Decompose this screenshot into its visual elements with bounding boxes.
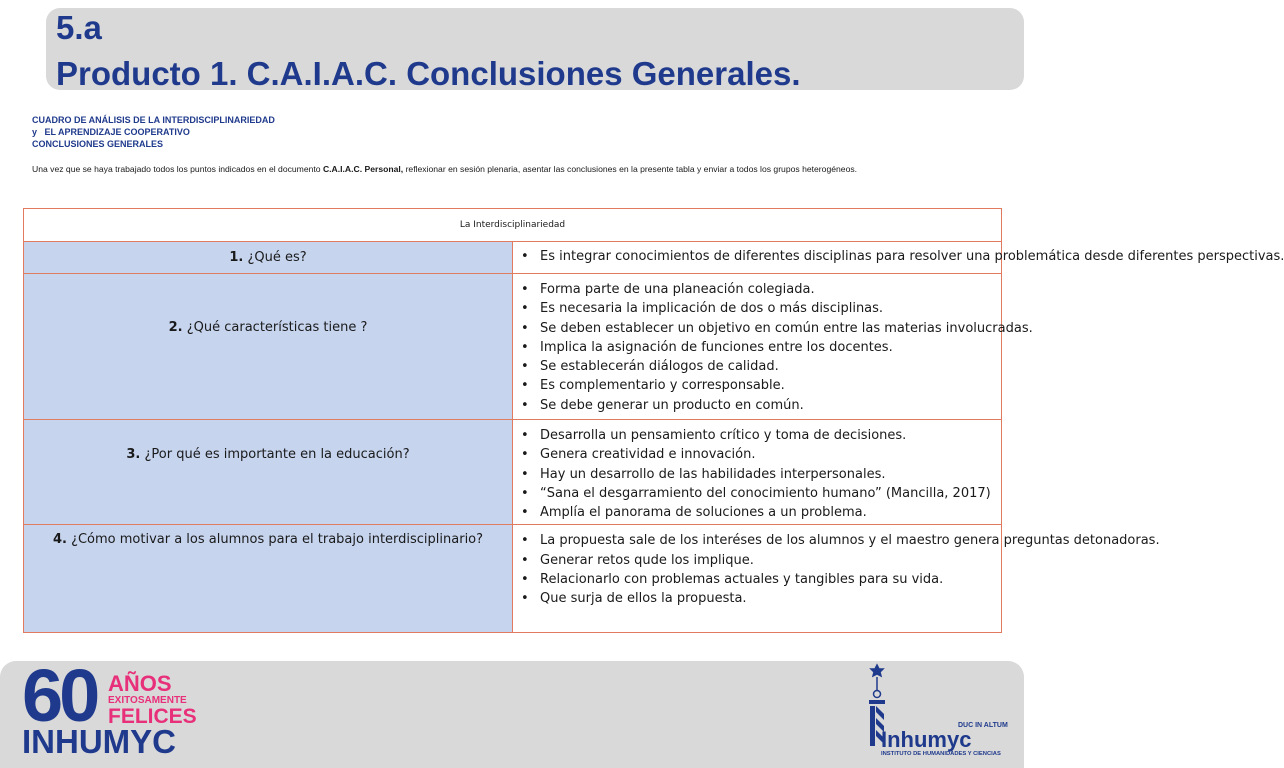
institute-fullname: INSTITUTO DE HUMANIDADES Y CIENCIAS xyxy=(881,751,1001,757)
question-cell xyxy=(24,420,513,525)
institute-logo xyxy=(862,664,1017,764)
table-row xyxy=(24,274,1002,420)
institute-name: Inhumyc xyxy=(881,727,972,752)
answer-bullet: • Se debe generar un producto en común. xyxy=(517,396,997,415)
answer-cell xyxy=(513,525,1160,633)
institute-motto: DUC IN ALTUM xyxy=(958,722,1008,729)
slide-title: Producto 1. C.A.I.A.C. Conclusiones Generales. xyxy=(56,55,801,92)
anniversary-number: 60 xyxy=(22,654,97,737)
answer-bullet: • Generar retos qude los implique. xyxy=(517,551,997,570)
question-text: ¿Por qué es importante en la educación? xyxy=(140,447,410,462)
answer-bullet: • Relacionarlo con problemas actuales y tangibles para su vida. xyxy=(517,570,997,589)
table-row xyxy=(24,242,1002,274)
answer-bullet: • Es necesaria la implicación de dos o más disciplinas. xyxy=(517,299,997,318)
question-number: 1. xyxy=(229,250,244,265)
answer-bullet: • Que surja de ellos la propuesta. xyxy=(517,589,997,608)
heading-line: CUADRO DE ANÁLISIS DE LA INTERDISCIPLINARIEDAD xyxy=(32,115,275,125)
question-text: ¿Qué es? xyxy=(243,250,307,265)
question-text: ¿Cómo motivar a los alumnos para el trabajo interdisciplinario? xyxy=(66,532,484,548)
heading-line: CONCLUSIONES GENERALES xyxy=(32,139,164,149)
answer-cell xyxy=(513,420,1002,525)
answer-bullet: • “Sana el desgarramiento del conocimiento humano” (Mancilla, 2017) xyxy=(517,484,997,503)
answer-list xyxy=(517,247,1284,266)
question-number: 4. xyxy=(52,532,67,548)
answer-cell xyxy=(513,274,1033,420)
answer-list xyxy=(517,531,1160,608)
slide-number: 5.a xyxy=(56,9,102,46)
answer-bullet: • Hay un desarrollo de las habilidades interpersonales. xyxy=(517,465,997,484)
instructions-bold: C.A.I.A.C. Personal, xyxy=(322,164,404,174)
document-heading xyxy=(32,114,275,150)
answer-list xyxy=(517,280,1033,415)
answer-bullet: • Se establecerán diálogos de calidad. xyxy=(517,357,997,376)
heading-line: y EL APRENDIZAJE COOPERATIVO xyxy=(32,127,190,137)
answer-cell xyxy=(513,242,1284,274)
answer-bullet: • Es complementario y corresponsable. xyxy=(517,376,997,395)
question-number: 3. xyxy=(126,447,141,462)
question-cell xyxy=(24,274,513,420)
answer-bullet: • Genera creatividad e innovación. xyxy=(517,445,997,464)
answer-list xyxy=(517,426,997,522)
answer-bullet: • Forma parte de una planeación colegiada. xyxy=(517,280,997,299)
instructions-part: reflexionar en sesión plenaria, asentar las conclusiones en la presente tabla y enviar a todos los grupos heterogéneos. xyxy=(403,164,858,174)
answer-bullet: • Desarrolla un pensamiento crítico y toma de decisiones. xyxy=(517,426,997,445)
answer-bullet: • Implica la asignación de funciones entre los docentes. xyxy=(517,338,997,357)
anniversary-logo xyxy=(22,654,197,764)
instructions-text xyxy=(32,163,1012,175)
table-header: La Interdisciplinariedad xyxy=(24,209,1002,242)
question-cell xyxy=(24,525,513,633)
answer-bullet: • La propuesta sale de los interéses de los alumnos y el maestro genera preguntas detonadoras. xyxy=(517,531,997,550)
table-row xyxy=(24,420,1002,525)
anniversary-name: INHUMYC xyxy=(22,723,176,760)
question-cell xyxy=(24,242,513,274)
anniversary-exitosamente: EXITOSAMENTE xyxy=(108,695,187,706)
anniversary-anos: AÑOS xyxy=(108,671,172,696)
question-number: 2. xyxy=(168,320,183,335)
answer-bullet: • Es integrar conocimientos de diferentes disciplinas para resolver una problemática desde diferentes perspectivas. xyxy=(517,247,997,266)
conclusions-table xyxy=(23,208,1284,633)
table-row xyxy=(24,525,1002,633)
answer-bullet: • Amplía el panorama de soluciones a un problema. xyxy=(517,503,997,522)
instructions-part: Una vez que se haya trabajado todos los puntos indicados en el documento xyxy=(32,164,323,174)
question-text: ¿Qué características tiene ? xyxy=(182,320,368,335)
answer-bullet: • Se deben establecer un objetivo en común entre las materias involucradas. xyxy=(517,319,997,338)
anniversary-felices: FELICES xyxy=(108,705,197,728)
table-header-row xyxy=(24,209,1002,242)
